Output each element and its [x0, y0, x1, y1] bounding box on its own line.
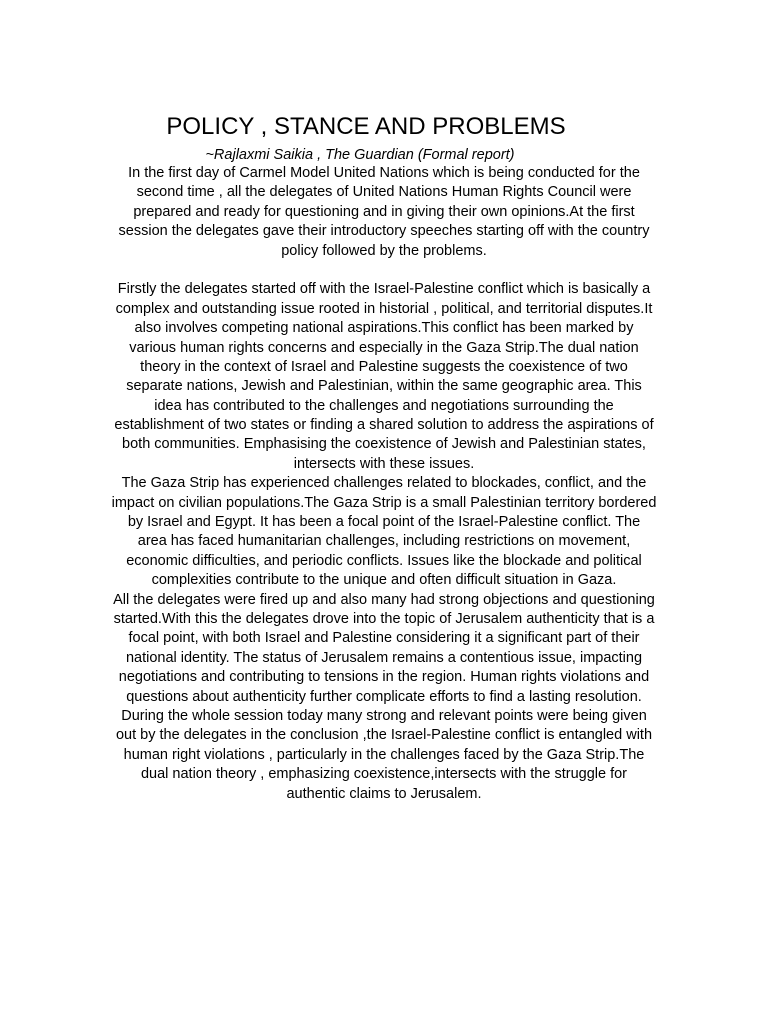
text-line: both communities. Emphasising the coexistence of Jewish and Palestinian states, [122, 436, 646, 453]
text-line: Firstly the delegates started off with the Israel-Palestine conflict which is basically a [117, 281, 651, 298]
text-line: The Gaza Strip has experienced challenges related to blockades, conflict, and the [121, 475, 647, 492]
text-line: All the delegates were fired up and also many had strong objections and questioning [113, 591, 655, 608]
text-line: session the delegates gave their introductory speeches starting off with the country [118, 223, 650, 240]
text-line: economic difficulties, and periodic conflicts. Issues like the blockade and political [126, 552, 642, 569]
text-line: dual nation theory , emphasizing coexistence,intersects with the struggle for [140, 766, 627, 783]
text-line: focal point, with both Israel and Palestine considering it a significant part of their [128, 630, 640, 647]
text-line: theory in the context of Israel and Palestine suggests the coexistence of two [140, 358, 628, 375]
text-line: In the first day of Carmel Model United Nations which is being conducted for the [128, 165, 640, 181]
text-line: started.With this the delegates drove into the topic of Jerusalem authenticity that is a [113, 610, 655, 627]
paragraph-spacer [90, 261, 678, 280]
author-byline: ~Rajlaxmi Saikia , The Guardian (Formal report) [205, 147, 515, 163]
document-title: POLICY , STANCE AND PROBLEMS [166, 113, 566, 140]
text-line: During the whole session today many strong and relevant points were being given [121, 707, 647, 724]
text-line: prepared and ready for questioning and in giving their own opinions.At the first [133, 203, 635, 220]
text-line: policy followed by the problems. [281, 242, 487, 259]
text-line: separate nations, Jewish and Palestinian, within the same geographic area. This [126, 378, 642, 395]
text-line: area has faced humanitarian challenges, including restrictions on movement, [137, 533, 631, 550]
text-line: second time , all the delegates of United Nations Human Rights Council were [136, 184, 632, 201]
text-line: negotiations and contributing to tensions in the region. Human rights violations and [118, 669, 650, 686]
text-line: questions about authenticity further complicate efforts to find a lasting resolution. [126, 688, 642, 705]
text-line: intersects with these issues. [293, 455, 475, 472]
text-line: idea has contributed to the challenges and negotiations surrounding the [154, 397, 614, 414]
text-line: out by the delegates in the conclusion ,the Israel-Palestine conflict is entangled with [115, 727, 653, 744]
text-line: complexities contribute to the unique and often difficult situation in Gaza. [151, 572, 617, 589]
report-body [90, 164, 678, 804]
text-line: human right violations , particularly in the challenges faced by the Gaza Strip.The [123, 746, 645, 763]
text-line: by Israel and Egypt. It has been a focal point of the Israel-Palestine conflict. The [127, 514, 641, 531]
text-line: also involves competing national aspirations.This conflict has been marked by [134, 320, 634, 337]
text-line: authentic claims to Jerusalem. [286, 785, 482, 802]
text-line: complex and outstanding issue rooted in historial , political, and territorial disputes.It [115, 300, 653, 317]
text-line: various human rights concerns and especially in the Gaza Strip.The dual nation [129, 339, 639, 356]
text-line: national identity. The status of Jerusalem remains a contentious issue, impacting [125, 649, 643, 666]
text-line: establishment of two states or finding a shared solution to address the aspirations of [114, 417, 654, 434]
text-line: impact on civilian populations.The Gaza Strip is a small Palestinian territory bordered [111, 494, 657, 511]
